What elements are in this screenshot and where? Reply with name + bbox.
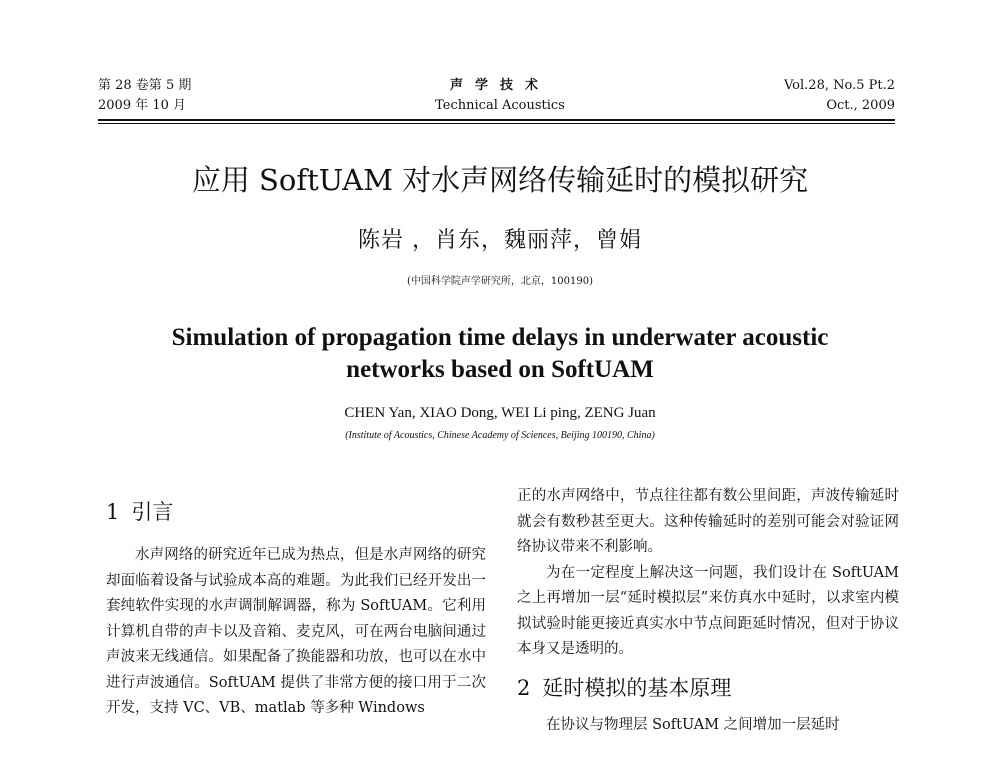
paragraph-continued: 正的水声网络中，节点往往都有数公里间距，声波传输延时就会有数秒甚至更大。这种传输延时的差别可能会对验证网络协议带来不利影响。 bbox=[517, 488, 899, 555]
section-1-paragraph: 水声网络的研究近年已成为热点，但是水声网络的研究却面临着设备与试验成本高的难题。为此我们已经开发出一套纯软件实现的水声调制解调器，称为 SoftUAM。它利用计算机自带的声卡以及音箱、麦克风，可在两台电脑间通过声波来无线通信。如果配备了换能器和功放，也可以在水中进行声波通信。SoftUAM 提供了非常方便的接口用于二次开发，支持 VC、VB、matlab 等多种 Windows bbox=[106, 547, 486, 716]
section-1-heading bbox=[106, 495, 486, 529]
issue-date-en: Oct., 2009 bbox=[826, 98, 895, 113]
section-2-title: 延时模拟的基本原理 bbox=[542, 675, 732, 700]
journal-name bbox=[400, 76, 600, 116]
journal-name-cn: 声学技术 bbox=[449, 78, 550, 93]
section-1-title: 引言 bbox=[131, 500, 174, 524]
journal-issue-info-en bbox=[784, 76, 895, 116]
authors-cn: 陈岩 ，肖东，魏丽萍，曾娟 bbox=[358, 228, 642, 253]
paper-title-en bbox=[0, 322, 1000, 386]
header-rule bbox=[98, 119, 895, 121]
issue-date: 2009 年 10 月 bbox=[98, 98, 187, 113]
section-1-number: 1 bbox=[106, 500, 120, 524]
paper-title-en-line1: Simulation of propagation time delays in underwater acoustic bbox=[171, 324, 829, 351]
affiliation-en: (Institute of Acoustics, Chinese Academy of Sciences, Beijing 100190, China) bbox=[345, 430, 655, 441]
left-column bbox=[106, 495, 486, 722]
affiliation-cn: (中国科学院声学研究所，北京，100190) bbox=[407, 276, 593, 287]
section-2-heading bbox=[517, 671, 899, 705]
section-2-paragraph: 在协议与物理层 SoftUAM 之间增加一层延时 bbox=[546, 716, 840, 733]
volume-issue: 第 28 卷第 5 期 bbox=[98, 78, 192, 93]
authors-en: CHEN Yan, XIAO Dong, WEI Li ping, ZENG Juan bbox=[344, 405, 656, 421]
section-2-number: 2 bbox=[517, 675, 531, 700]
journal-name-en: Technical Acoustics bbox=[435, 98, 565, 113]
paragraph-delay-layer: 为在一定程度上解决这一问题，我们设计在 SoftUAM 之上再增加一层“延时模拟层”来仿真水中延时，以求室内模拟试验时能更接近真实水中节点间距延时情况，但对于协议本身又是透明的。 bbox=[517, 564, 899, 657]
paper-title-en-line2: networks based on SoftUAM bbox=[346, 356, 654, 383]
journal-issue-info bbox=[98, 76, 191, 116]
right-column bbox=[517, 484, 899, 738]
header-rule-thin bbox=[98, 123, 895, 124]
volume-issue-en: Vol.28, No.5 Pt.2 bbox=[783, 78, 895, 93]
paper-title-cn: 应用 SoftUAM 对水声网络传输延时的模拟研究 bbox=[191, 163, 809, 197]
